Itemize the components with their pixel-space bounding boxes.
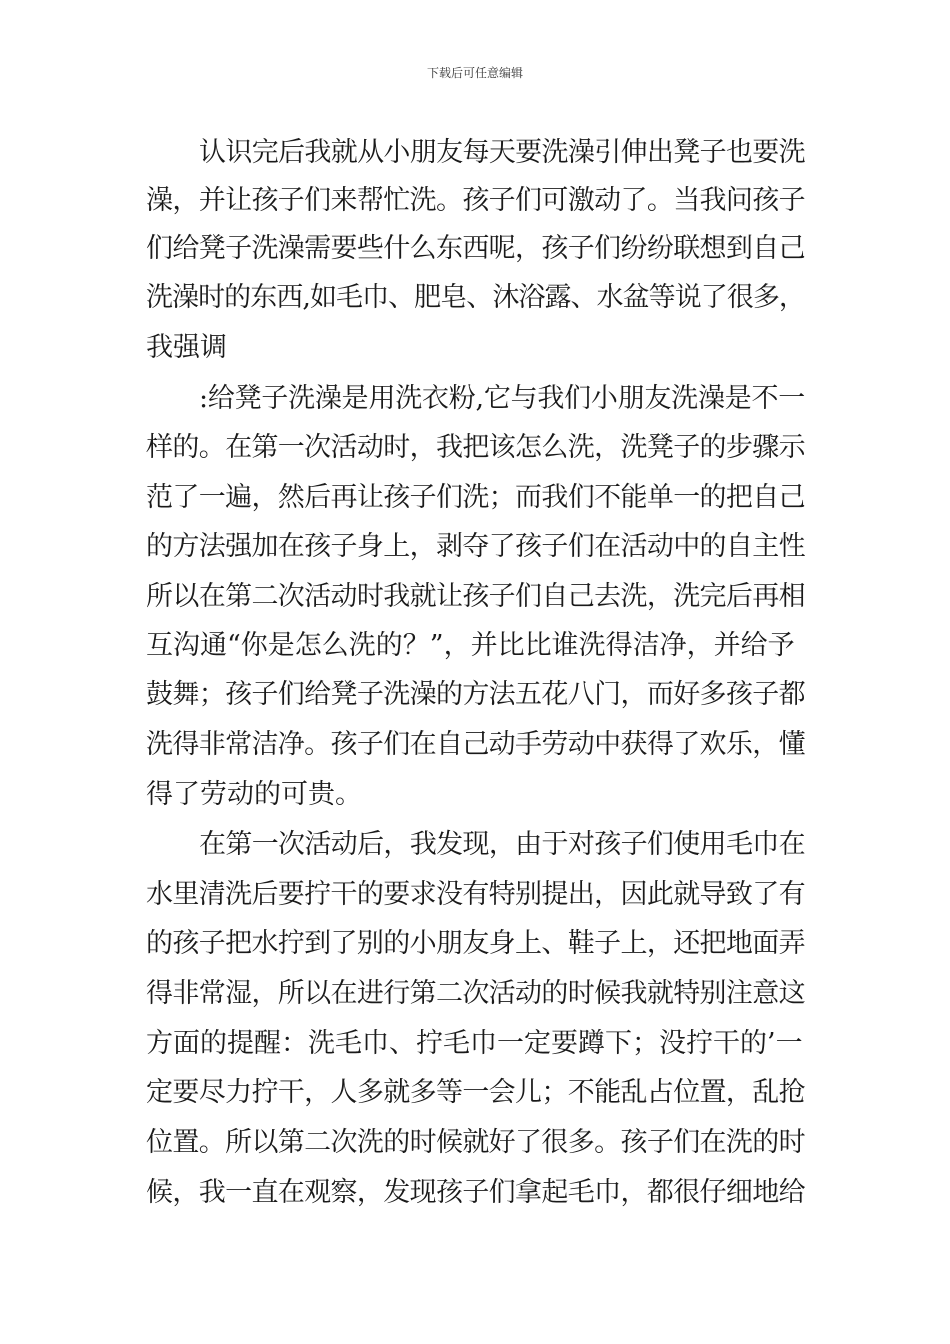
text-line: 的孩子把水拧到了别的小朋友身上、鞋子上，还把地面弄 <box>146 928 805 959</box>
text-line: 澡，并让孩子们来帮忙洗。孩子们可激动了。当我问孩子 <box>146 185 805 216</box>
text-line: 所以在第二次活动时我就让孩子们自己去洗，洗完后再相 <box>146 581 805 612</box>
text-line: 定要尽力拧干，人多就多等一会儿；不能乱占位置，乱抢 <box>146 1077 805 1108</box>
text-line: 我强调 <box>146 332 227 363</box>
text-line: 范了一遍，然后再让孩子们洗；而我们不能单一的把自己 <box>146 482 805 513</box>
text-line: 得了劳动的可贵。 <box>146 779 362 810</box>
page-header: 下载后可任意编辑 <box>426 66 523 80</box>
text-line: :给凳子洗澡是用洗衣粉,它与我们小朋友洗澡是不一 <box>199 383 805 414</box>
text-line: 位置。所以第二次洗的时候就好了很多。孩子们在洗的时 <box>146 1127 805 1158</box>
text-line: 洗澡时的东西,如毛巾、肥皂、沐浴露、水盆等说了很多， <box>146 282 805 313</box>
text-line: 互沟通“你是怎么洗的？”，并比比谁洗得洁净，并给予 <box>146 630 795 661</box>
text-line: 水里清洗后要拧干的要求没有特别提出，因此就导致了有 <box>146 879 805 910</box>
text-line: 样的。在第一次活动时，我把该怎么洗，洗凳子的步骤示 <box>146 432 805 463</box>
text-line: 认识完后我就从小朋友每天要洗澡引伸出凳子也要洗 <box>199 137 805 168</box>
text-line: 们给凳子洗澡需要些什么东西呢，孩子们纷纷联想到自己 <box>146 233 805 264</box>
text-line: 在第一次活动后，我发现，由于对孩子们使用毛巾在 <box>199 829 805 860</box>
text-line: 方面的提醒：洗毛巾、拧毛巾一定要蹲下；没拧干的’一 <box>146 1028 803 1059</box>
text-line: 候，我一直在观察，发现孩子们拿起毛巾，都很仔细地给 <box>146 1177 805 1208</box>
text-line: 鼓舞；孩子们给凳子洗澡的方法五花八门，而好多孩子都 <box>146 679 805 710</box>
text-line: 得非常湿，所以在进行第二次活动的时候我就特别注意这 <box>146 978 805 1009</box>
text-line: 洗得非常洁净。孩子们在自己动手劳动中获得了欢乐，懂 <box>146 729 805 760</box>
text-line: 的方法强加在孩子身上，剥夺了孩子们在活动中的自主性 <box>146 531 805 562</box>
